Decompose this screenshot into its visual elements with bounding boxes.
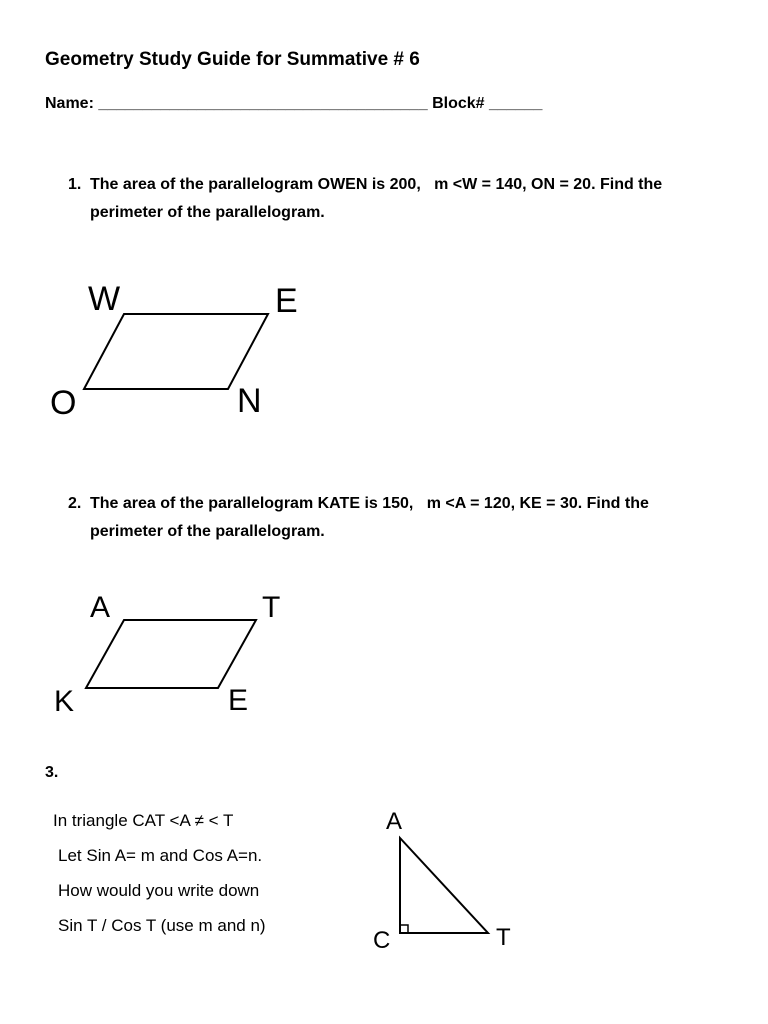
right-triangle-cat-figure [360,800,540,960]
question-1-line-2: perimeter of the parallelogram. [90,204,325,221]
question-3-line-2: Let Sin A= m and Cos A=n. [58,846,263,865]
question-1-line-1: The area of the parallelogram OWEN is 200, m <W = 140, ON = 20. Find the [90,176,663,193]
block-label: Block# [432,95,485,112]
question-3-line-1: In triangle CAT <A ≠ < T [53,811,234,830]
name-block-line [45,95,542,113]
question-2-line-2: perimeter of the parallelogram. [90,523,325,540]
parallelogram-owen-figure [0,270,360,430]
page-title: Geometry Study Guide for Summative # 6 [45,49,420,70]
vertex-label-a: A [90,591,111,624]
question-2-text [90,490,740,546]
vertex-label-w: W [88,280,121,318]
parallelogram-owen [84,314,268,389]
question-2-line-1: The area of the parallelogram KATE is 150, m <A = 120, KE = 30. Find the [90,495,649,512]
question-1 [0,171,768,231]
vertex-label-t: T [262,591,281,624]
question-1-text [90,171,740,227]
parallelogram-kate [86,620,256,688]
question-3-number: 3. [45,764,59,781]
vertex-label-k: K [54,685,75,718]
question-2-number: 2. [68,495,82,512]
question-2 [0,490,768,550]
vertex-label-c: C [373,927,391,954]
name-blank[interactable]: _____________________________________ [98,95,428,112]
triangle-cat [400,838,488,933]
block-blank[interactable]: ______ [488,95,543,112]
name-label: Name: [45,95,94,112]
question-3-line-4: Sin T / Cos T (use m and n) [58,916,266,935]
question-3-text [53,811,266,951]
vertex-label-t3: T [496,924,511,951]
vertex-label-e2: E [228,684,249,717]
right-angle-marker [400,925,408,933]
question-1-number: 1. [68,176,82,193]
vertex-label-a3: A [386,808,403,835]
question-3-line-3: How would you write down [58,881,260,900]
vertex-label-n: N [237,382,262,420]
vertex-label-o: O [50,384,77,422]
vertex-label-e: E [275,282,298,320]
parallelogram-kate-figure [0,580,360,720]
